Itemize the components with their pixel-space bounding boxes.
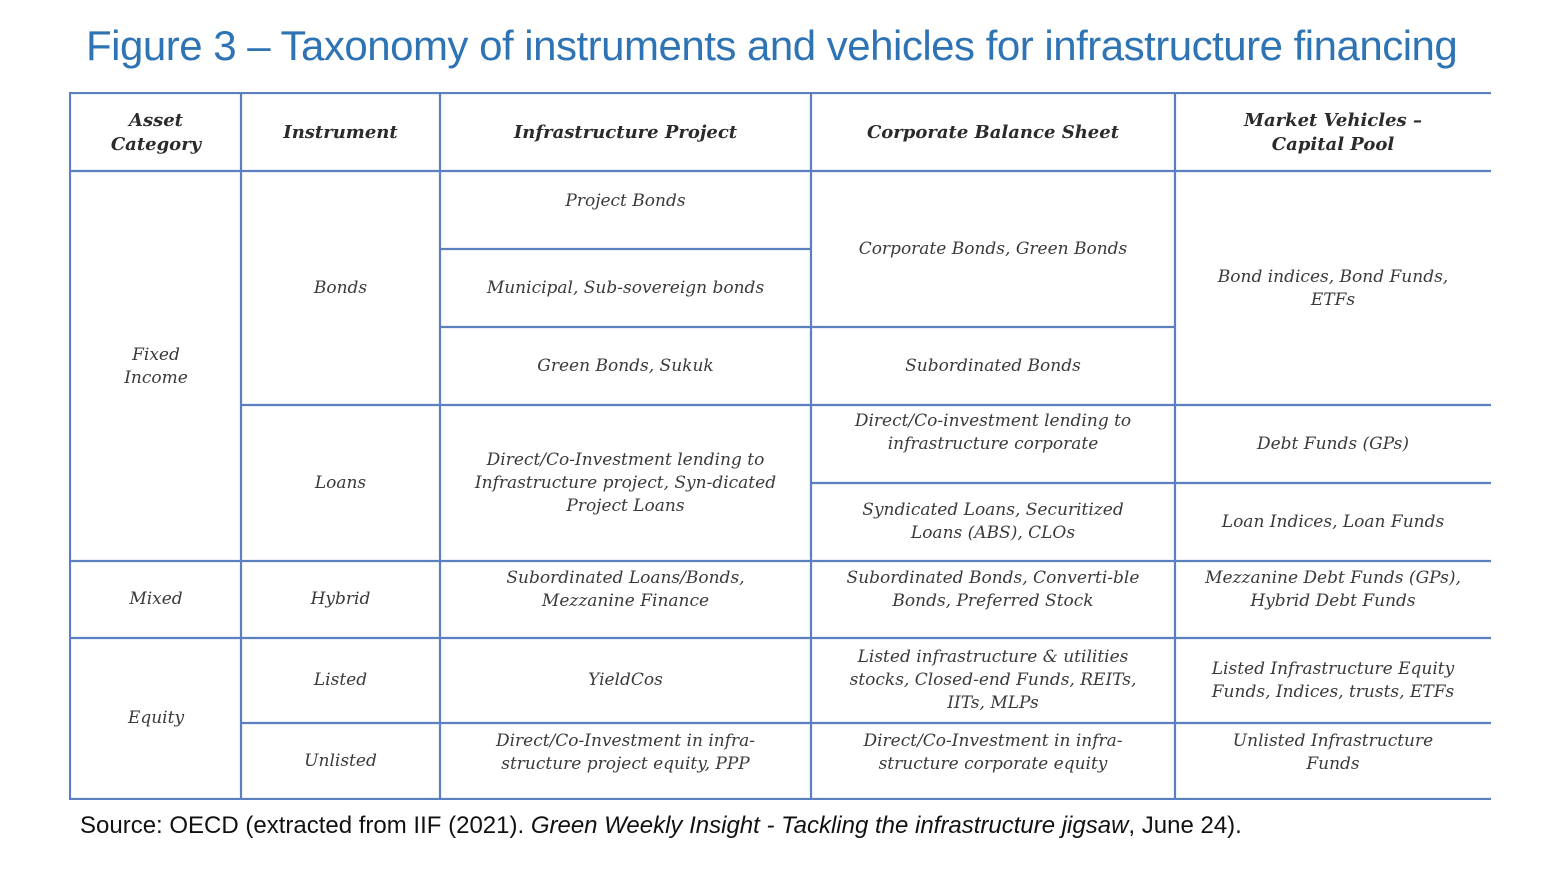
corporate-direct-lending-cell: Direct/Co-investment lending to infrastructure corporate xyxy=(854,411,1132,454)
instrument-loans: Loans xyxy=(314,472,367,493)
market-loan-indices-cell: Loan Indices, Loan Funds xyxy=(1221,511,1445,532)
project-listed-cell: YieldCos xyxy=(588,670,663,690)
taxonomy-table xyxy=(69,92,1491,800)
corporate-bonds-cell: Corporate Bonds, Green Bonds xyxy=(858,239,1128,259)
instrument-hybrid: Hybrid xyxy=(310,589,371,609)
market-unlisted-cell: Unlisted Infrastructure Funds xyxy=(1232,731,1434,774)
source-prefix: Source: OECD (extracted from IIF (2021). xyxy=(80,812,531,839)
project-bonds-cell: Project Bonds xyxy=(565,191,686,211)
market-hybrid-cell: Mezzanine Debt Funds (GPs), Hybrid Debt Funds xyxy=(1205,568,1461,611)
asset-category-fixed-income: Fixed Income xyxy=(124,344,188,388)
corporate-unlisted-cell: Direct/Co-Investment in infra-structure corporate equity xyxy=(863,731,1123,774)
corporate-listed-cell: Listed infrastructure & utilities stocks, Closed-end Funds, REITs, IITs, MLPs xyxy=(849,647,1137,713)
source-suffix: , June 24). xyxy=(1128,812,1242,839)
market-listed-cell: Listed Infrastructure Equity Funds, Indices, trusts, ETFs xyxy=(1211,658,1455,702)
header-asset-category: Asset Category xyxy=(110,109,202,155)
asset-category-equity: Equity xyxy=(127,708,185,728)
project-hybrid-cell: Subordinated Loans/Bonds, Mezzanine Finance xyxy=(506,568,745,611)
market-debt-funds-cell: Debt Funds (GPs) xyxy=(1256,433,1410,454)
market-bonds-cell: Bond indices, Bond Funds, ETFs xyxy=(1217,266,1449,310)
instrument-listed: Listed xyxy=(313,670,368,690)
figure-title: Figure 3 – Taxonomy of instruments and vehicles for infrastructure financing xyxy=(86,22,1458,69)
header-corporate-balance-sheet: Corporate Balance Sheet xyxy=(866,121,1120,143)
municipal-bonds-cell: Municipal, Sub-sovereign bonds xyxy=(486,277,765,298)
corporate-subordinated-cell: Subordinated Bonds xyxy=(905,355,1081,376)
green-bonds-sukuk-cell: Green Bonds, Sukuk xyxy=(537,355,714,376)
instrument-bonds: Bonds xyxy=(313,278,368,298)
instrument-unlisted: Unlisted xyxy=(304,750,377,771)
source-note xyxy=(80,812,1242,840)
header-market-vehicles: Market Vehicles – Capital Pool xyxy=(1244,109,1422,155)
corporate-hybrid-cell: Subordinated Bonds, Converti-ble Bonds, Preferred Stock xyxy=(846,568,1140,611)
project-loans-cell: Direct/Co-Investment lending to Infrastructure project, Syn-dicated Project Loans xyxy=(474,449,777,516)
header-infrastructure-project: Infrastructure Project xyxy=(513,121,738,143)
asset-category-mixed: Mixed xyxy=(129,589,183,609)
project-unlisted-cell: Direct/Co-Investment in infra-structure project equity, PPP xyxy=(495,731,756,774)
corporate-syndicated-cell: Syndicated Loans, Securitized Loans (ABS), CLOs xyxy=(862,500,1124,543)
header-instrument: Instrument xyxy=(283,121,398,143)
source-publication: Green Weekly Insight - Tackling the infrastructure jigsaw xyxy=(530,812,1129,839)
